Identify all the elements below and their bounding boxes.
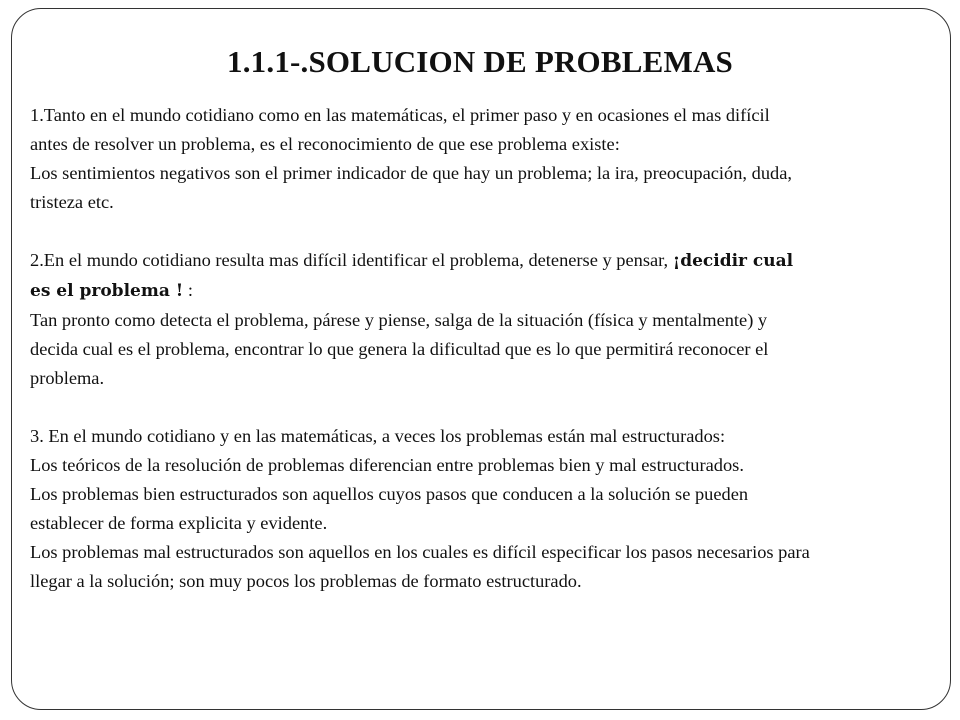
section-2-line-2 xyxy=(30,276,935,306)
section-2-emphasis-start: ¡decidir cual xyxy=(672,251,794,271)
section-1-line-3: Los sentimientos negativos son el primer indicador de que hay un problema; la ira, preocupación, duda, xyxy=(30,163,792,183)
paragraph-gap xyxy=(30,393,935,422)
section-1-line-1: 1.Tanto en el mundo cotidiano como en las matemáticas, el primer paso y en ocasiones el mas difícil xyxy=(30,105,770,125)
section-2-line-3: Tan pronto como detecta el problema, párese y piense, salga de la situación (física y mentalmente) y xyxy=(30,310,768,330)
section-3-line-2: Los teóricos de la resolución de problemas diferencian entre problemas bien y mal estructurados. xyxy=(30,455,744,475)
slide-title: 1.1.1-.SOLUCION DE PROBLEMAS xyxy=(227,44,733,79)
section-2 xyxy=(30,246,935,393)
section-3-line-1: 3. En el mundo cotidiano y en las matemáticas, a veces los problemas están mal estructurados: xyxy=(30,426,726,446)
slide-body xyxy=(30,101,935,596)
section-2-line-5: problema. xyxy=(30,368,105,388)
section-3-line-3: Los problemas bien estructurados son aquellos cuyos pasos que conducen a la solución se pueden xyxy=(30,484,749,504)
section-1 xyxy=(30,101,935,217)
section-1-line-2: antes de resolver un problema, es el reconocimiento de que ese problema existe: xyxy=(30,134,620,154)
paragraph-gap xyxy=(30,217,935,246)
section-1-line-4: tristeza etc. xyxy=(30,192,114,212)
section-3-line-4: establecer de forma explicita y evidente. xyxy=(30,513,328,533)
section-3-line-6: llegar a la solución; son muy pocos los problemas de formato estructurado. xyxy=(30,571,582,591)
section-3 xyxy=(30,422,935,596)
section-3-line-5: Los problemas mal estructurados son aquellos en los cuales es difícil especificar los pasos necesarios para xyxy=(30,542,810,562)
section-2-emphasis-end: es el problema ! xyxy=(30,281,184,301)
section-2-line-4: decida cual es el problema, encontrar lo que genera la dificultad que es lo que permitirá reconocer el xyxy=(30,339,769,359)
section-2-line-1-text: 2.En el mundo cotidiano resulta mas difícil identificar el problema, detenerse y pensar, xyxy=(30,250,673,270)
section-2-line-2-text: : xyxy=(183,280,193,300)
section-2-line-1 xyxy=(30,246,935,276)
